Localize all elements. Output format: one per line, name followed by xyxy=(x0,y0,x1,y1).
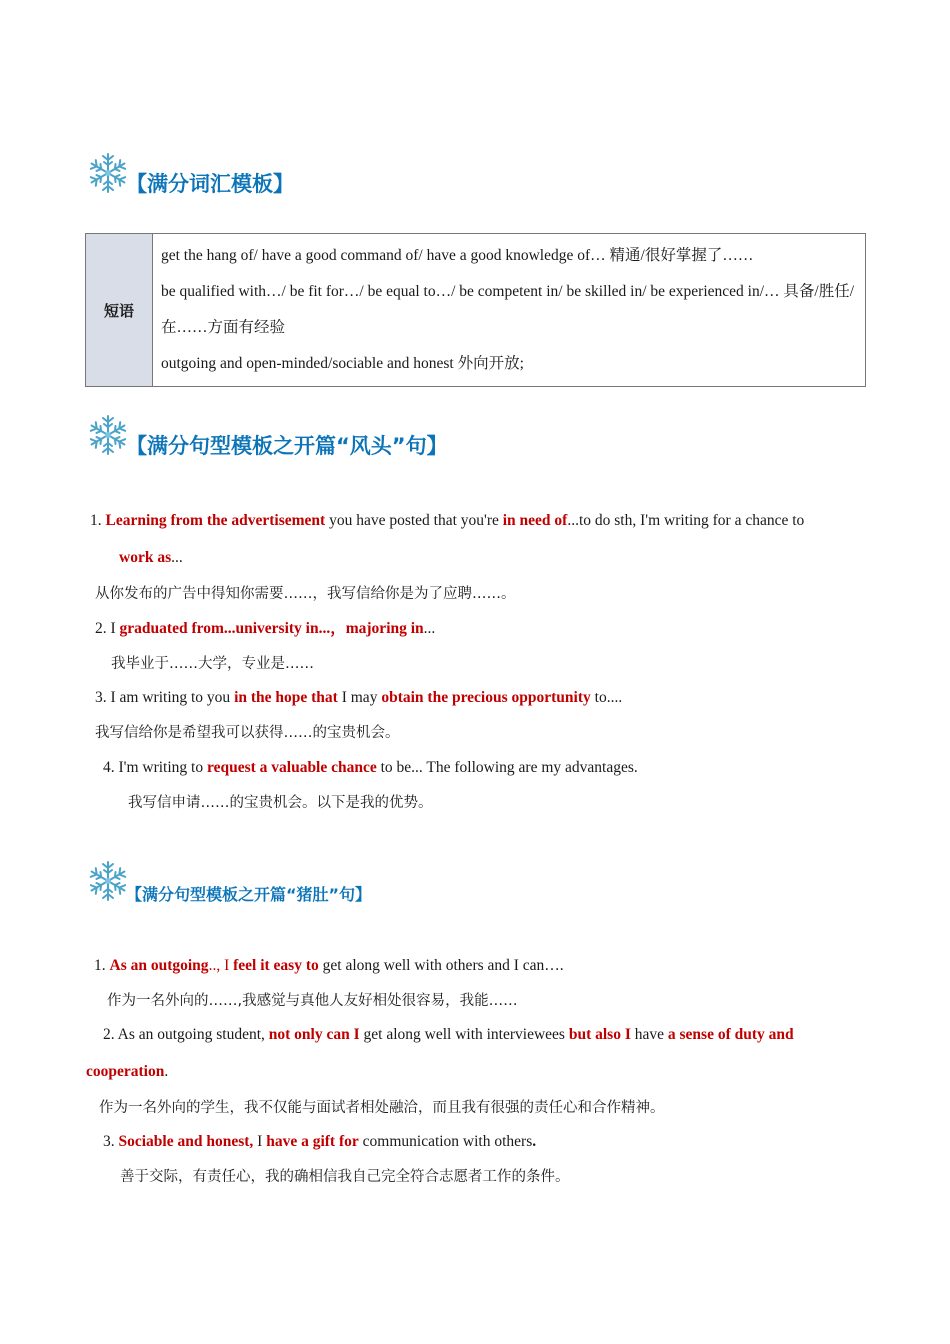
sentence-1-translation: 作为一名外向的……,我感觉与真他人友好相处很容易，我能…… xyxy=(107,993,518,1009)
section-heading-vocab xyxy=(86,148,294,198)
section-title: 【满分句型模板之开篇“猪肚”句】 xyxy=(126,885,372,904)
sentence-3-translation: 我写信给你是希望我可以获得……的宝贵机会。 xyxy=(95,725,400,741)
snowflake-icon xyxy=(86,413,130,457)
sentence-2: 2. I graduated from...university in...，majoring in... xyxy=(95,620,436,637)
snowflake-icon xyxy=(86,859,130,903)
sentence-3-translation: 善于交际，有责任心，我的确相信我自己完全符合志愿者工作的条件。 xyxy=(120,1169,570,1185)
sentence-1-translation: 从你发布的广告中得知你需要……，我写信给你是为了应聘……。 xyxy=(95,586,516,602)
sentence-1-cont: work as... xyxy=(119,549,183,566)
table-label: 短语 xyxy=(86,234,153,387)
section-title: 【满分词汇模板】 xyxy=(126,172,294,196)
sentence-2-translation: 我毕业于……大学，专业是…… xyxy=(111,656,314,672)
sentence-4: 4. I'm writing to request a valuable chance to be... The following are my advantages. xyxy=(103,759,638,776)
snowflake-icon xyxy=(86,151,130,195)
table-content xyxy=(153,234,866,387)
table-row: be qualified with…/ be fit for…/ be equal to…/ be competent in/ be skilled in/ be experienced in/… 具备/胜任/在……方面有经验 xyxy=(161,283,855,336)
sentence-3: 3. Sociable and honest, I have a gift for communication with others. xyxy=(103,1133,537,1150)
section-title: 【满分句型模板之开篇“风头”句】 xyxy=(126,434,448,458)
sentence-2: 2. As an outgoing student, not only can I get along well with interviewees but also I have a sense of duty and xyxy=(103,1026,794,1043)
table-row: outgoing and open-minded/sociable and honest 外向开放; xyxy=(161,355,524,372)
sentence-3: 3. I am writing to you in the hope that I may obtain the precious opportunity to.... xyxy=(95,689,623,706)
sentence-1: 1. Learning from the advertisement you have posted that you're in need of...to do sth, I'm writing for a chance to xyxy=(90,512,805,529)
sentence-2-cont: cooperation. xyxy=(86,1063,169,1080)
sentence-2-translation: 作为一名外向的学生，我不仅能与面试者相处融洽，而且我有很强的责任心和合作精神。 xyxy=(99,1100,665,1116)
sentence-1: 1. As an outgoing.., I feel it easy to get along well with others and I can…. xyxy=(94,957,564,974)
section-heading-opening xyxy=(86,410,448,460)
vocab-table xyxy=(85,233,866,387)
section-heading-body xyxy=(86,856,371,905)
sentence-4-translation: 我写信申请……的宝贵机会。以下是我的优势。 xyxy=(128,795,433,811)
table-row: get the hang of/ have a good command of/ have a good knowledge of… 精通/很好掌握了…… xyxy=(161,247,754,264)
